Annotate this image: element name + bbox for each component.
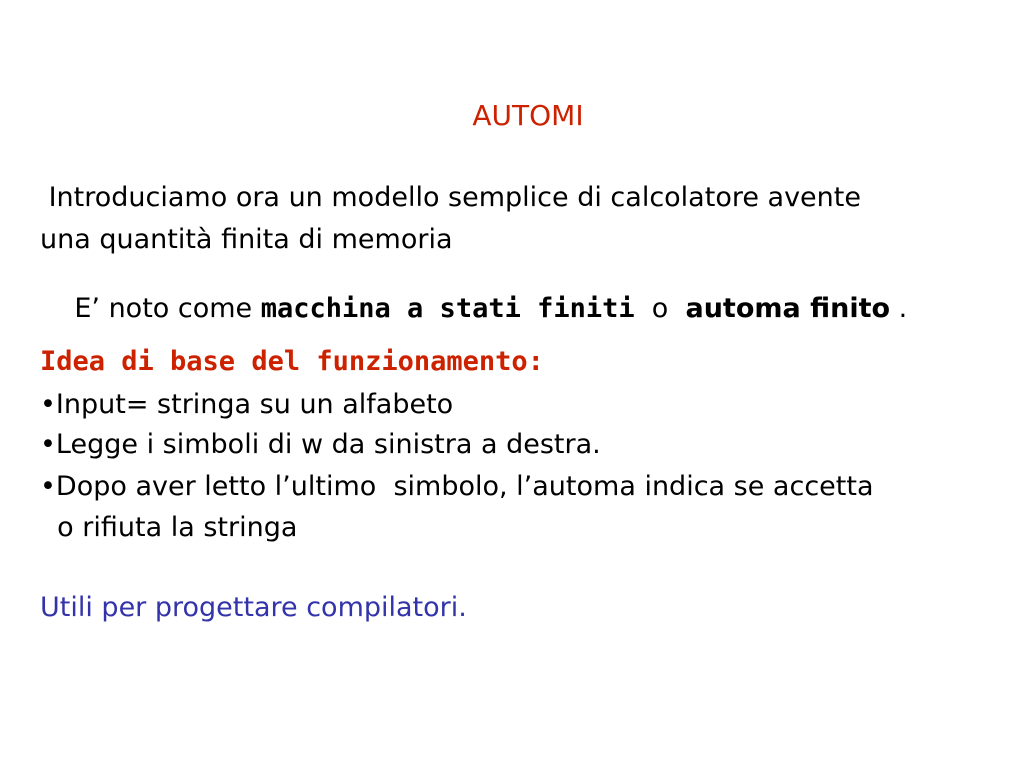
- idea-heading: Idea di base del funzionamento:: [40, 346, 544, 377]
- connector-o: o: [634, 293, 686, 324]
- bullet-after-continued: o rifiuta la stringa: [40, 512, 298, 543]
- period: .: [890, 293, 908, 324]
- slide-title: AUTOMI: [472, 99, 584, 132]
- term-finite-automaton: automa finito: [685, 293, 891, 324]
- bullet-input: •Input= stringa su un alfabeto: [40, 389, 454, 420]
- intro-line-1: Introduciamo ora un modello semplice di calcolatore avente: [40, 182, 861, 213]
- bullet-reads: •Legge i simboli di w da sinistra a destra.: [40, 429, 601, 460]
- term-finite-state-machine: macchina a stati finiti: [260, 293, 635, 324]
- closing-line: Utili per progettare compilatori.: [40, 592, 467, 623]
- known-as-line: [40, 268, 907, 349]
- bullet-after: •Dopo aver letto l’ultimo simbolo, l’automa indica se accetta: [40, 471, 874, 502]
- intro-line-2: una quantità finita di memoria: [40, 224, 453, 255]
- known-prefix: E’ noto come: [74, 293, 261, 324]
